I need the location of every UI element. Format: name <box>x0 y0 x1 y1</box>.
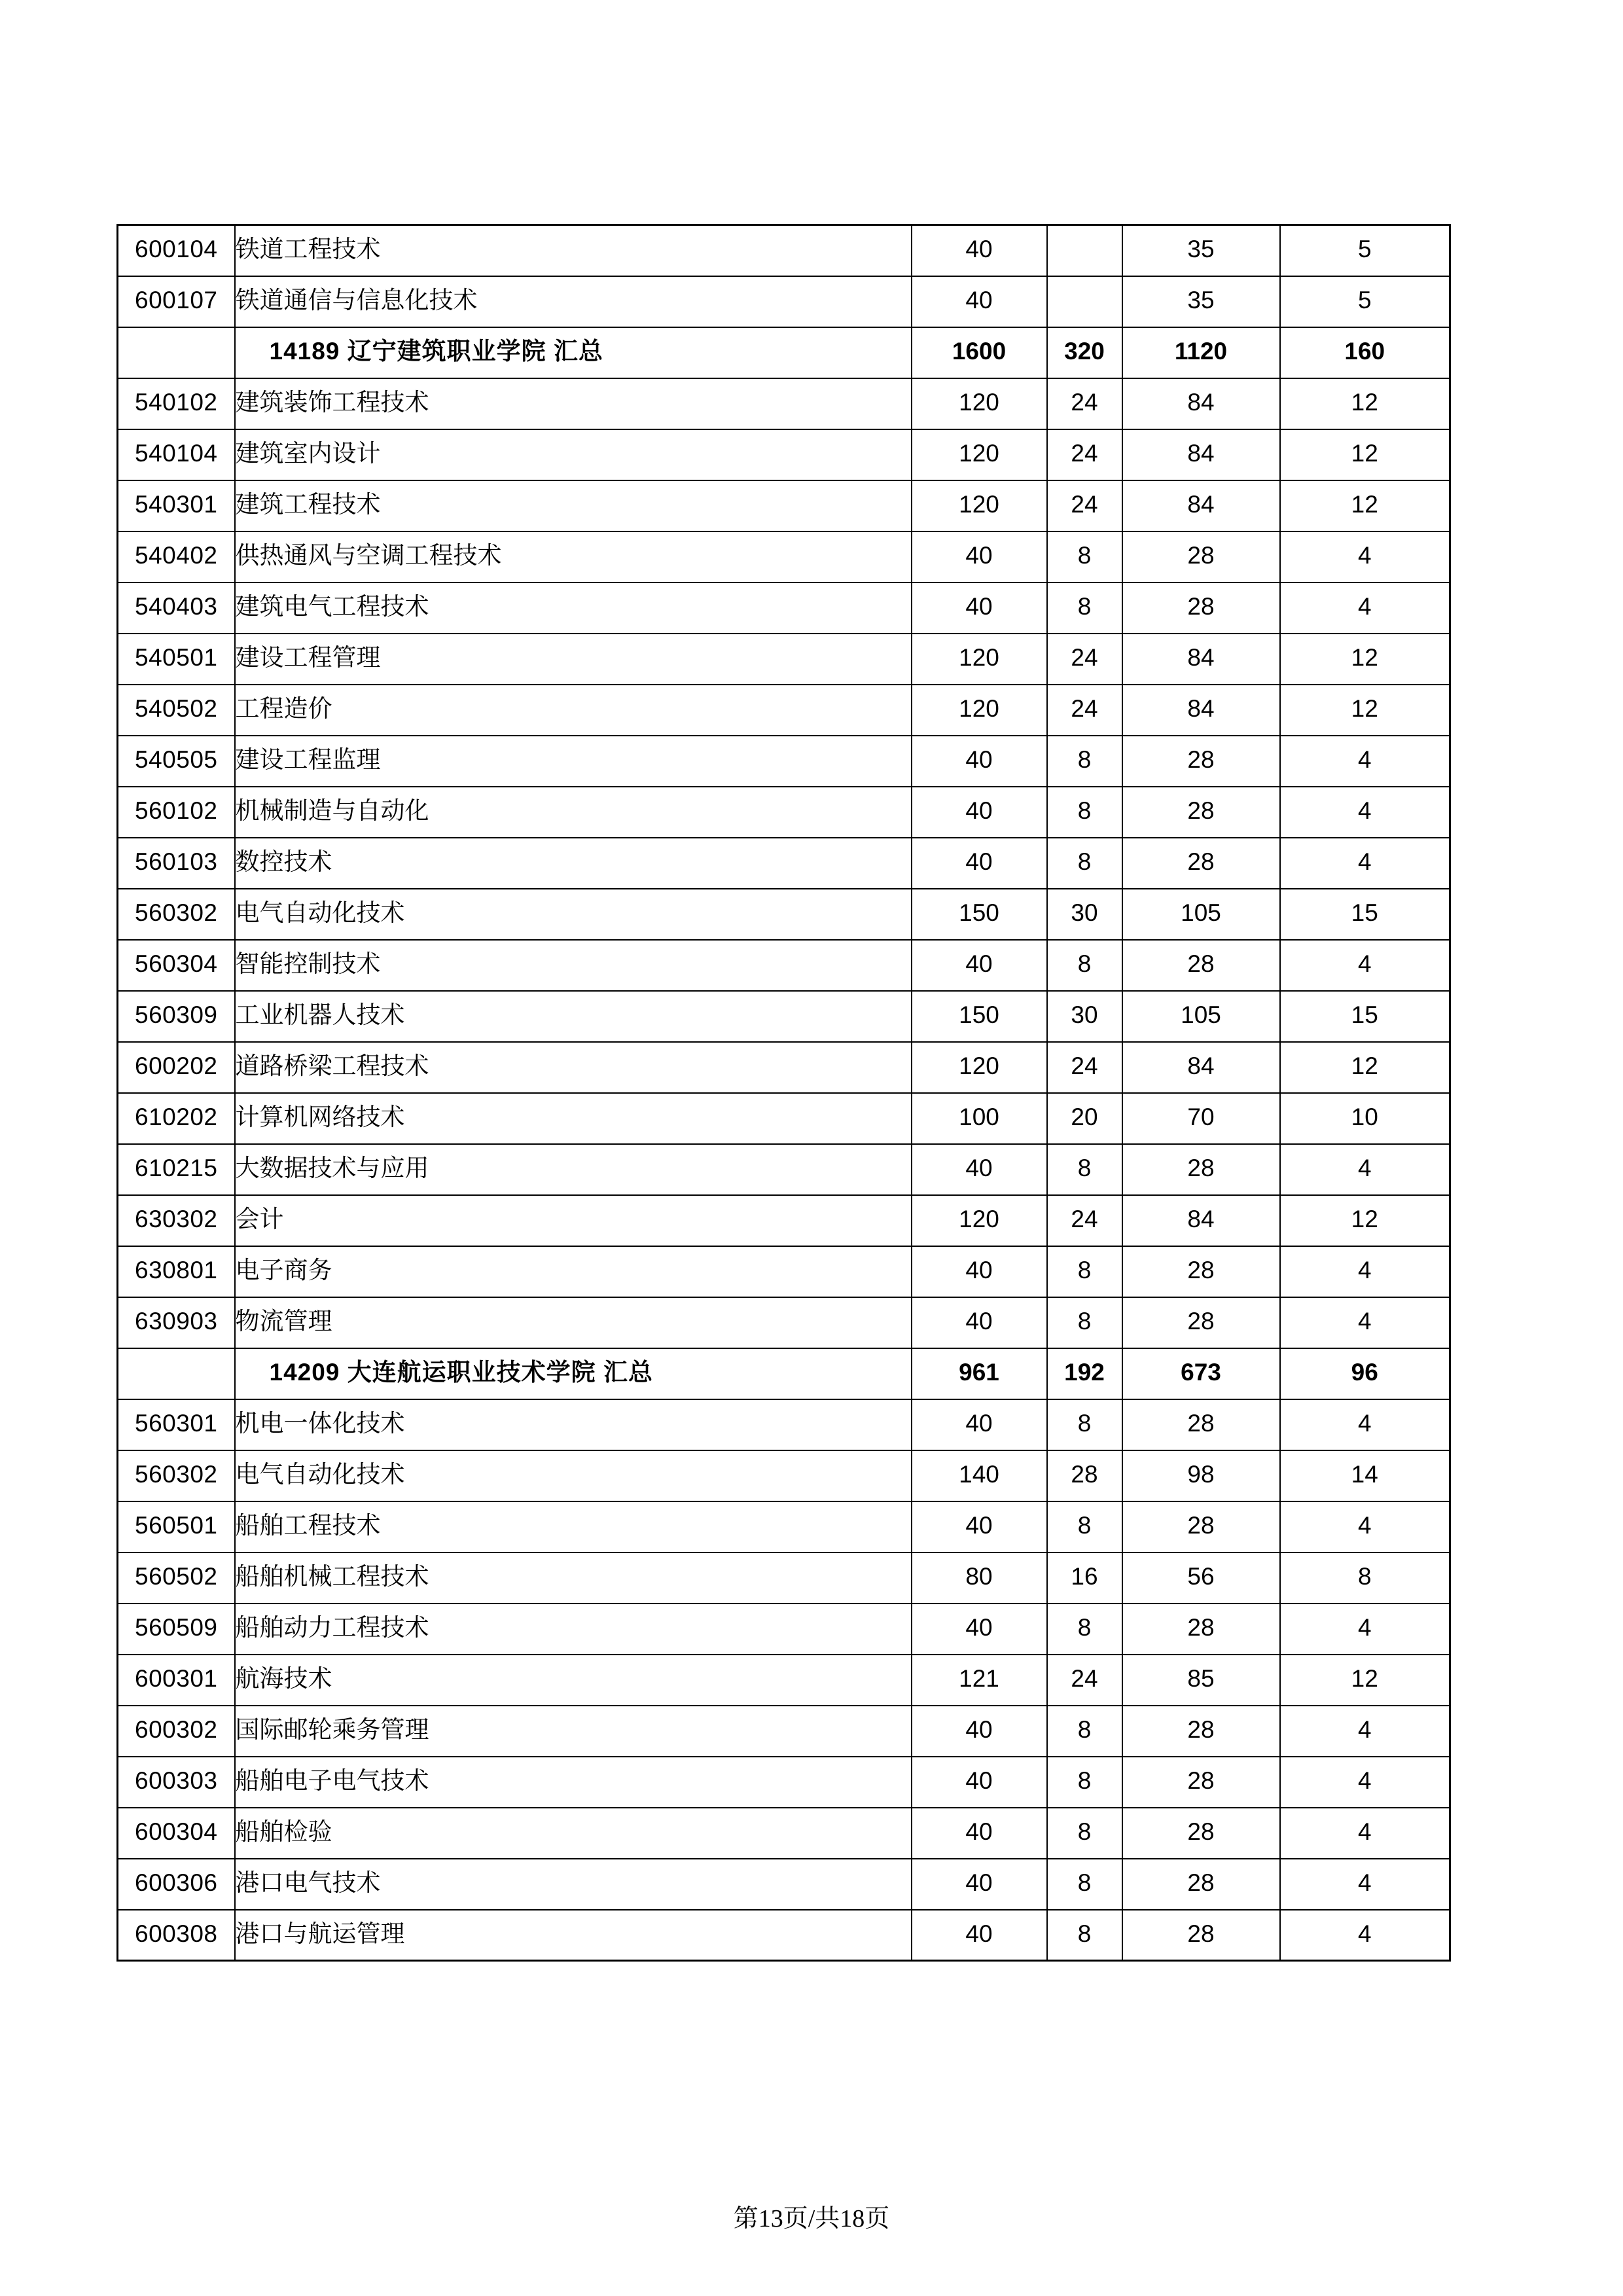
cell-school-summary: 14189 辽宁建筑职业学院 汇总 <box>235 327 912 378</box>
cell-unified: 56 <box>1122 1552 1280 1604</box>
cell-plan-total: 80 <box>912 1552 1047 1604</box>
cell-exempt: 8 <box>1047 1144 1122 1195</box>
cell-major-name: 机械制造与自动化 <box>235 787 912 838</box>
cell-exempt <box>1047 225 1122 276</box>
cell-plan-total: 40 <box>912 838 1047 889</box>
cell-plan-total: 120 <box>912 480 1047 531</box>
cell-single: 4 <box>1280 1604 1450 1655</box>
cell-exempt: 24 <box>1047 685 1122 736</box>
cell-exempt: 20 <box>1047 1093 1122 1144</box>
cell-plan-total: 120 <box>912 378 1047 429</box>
cell-single: 14 <box>1280 1450 1450 1501</box>
cell-major-code: 560501 <box>118 1501 235 1552</box>
cell-major-code: 600303 <box>118 1757 235 1808</box>
table-row <box>118 940 1450 991</box>
table-row <box>118 1808 1450 1859</box>
cell-major-code: 630302 <box>118 1195 235 1246</box>
cell-unified: 28 <box>1122 1859 1280 1910</box>
enrollment-plan-table-container <box>116 224 1449 1962</box>
cell-single: 4 <box>1280 1706 1450 1757</box>
cell-major-name: 物流管理 <box>235 1297 912 1348</box>
cell-plan-total: 40 <box>912 225 1047 276</box>
cell-exempt: 30 <box>1047 889 1122 940</box>
cell-exempt: 8 <box>1047 1246 1122 1297</box>
cell-major-name: 建设工程管理 <box>235 634 912 685</box>
cell-unified: 28 <box>1122 1757 1280 1808</box>
cell-school-summary: 14209 大连航运职业技术学院 汇总 <box>235 1348 912 1399</box>
cell-major-code: 540301 <box>118 480 235 531</box>
cell-single: 12 <box>1280 685 1450 736</box>
cell-major-name: 船舶电子电气技术 <box>235 1757 912 1808</box>
cell-unified: 35 <box>1122 276 1280 327</box>
table-row <box>118 1042 1450 1093</box>
cell-exempt: 8 <box>1047 838 1122 889</box>
table-row <box>118 1604 1450 1655</box>
cell-major-code: 540403 <box>118 583 235 634</box>
cell-major-code: 560509 <box>118 1604 235 1655</box>
cell-major-name: 建设工程监理 <box>235 736 912 787</box>
cell-major-code: 560309 <box>118 991 235 1042</box>
cell-exempt: 24 <box>1047 1655 1122 1706</box>
cell-exempt: 30 <box>1047 991 1122 1042</box>
table-row <box>118 1757 1450 1808</box>
cell-exempt: 8 <box>1047 1910 1122 1961</box>
table-row <box>118 1501 1450 1552</box>
cell-unified: 84 <box>1122 634 1280 685</box>
table-row <box>118 1297 1450 1348</box>
table-row <box>118 531 1450 583</box>
cell-unified: 105 <box>1122 889 1280 940</box>
table-row <box>118 1399 1450 1450</box>
cell-exempt: 24 <box>1047 1042 1122 1093</box>
cell-single: 12 <box>1280 1042 1450 1093</box>
cell-major-code: 600202 <box>118 1042 235 1093</box>
cell-major-code: 540102 <box>118 378 235 429</box>
cell-exempt <box>1047 276 1122 327</box>
cell-exempt: 28 <box>1047 1450 1122 1501</box>
cell-major-code: 610215 <box>118 1144 235 1195</box>
cell-major-code <box>118 327 235 378</box>
cell-exempt: 8 <box>1047 1706 1122 1757</box>
cell-major-name: 港口与航运管理 <box>235 1910 912 1961</box>
cell-single: 15 <box>1280 889 1450 940</box>
cell-single: 12 <box>1280 480 1450 531</box>
cell-major-name: 船舶机械工程技术 <box>235 1552 912 1604</box>
cell-single: 12 <box>1280 1655 1450 1706</box>
cell-single: 12 <box>1280 1195 1450 1246</box>
cell-major-code: 560302 <box>118 889 235 940</box>
cell-unified: 84 <box>1122 378 1280 429</box>
cell-exempt: 192 <box>1047 1348 1122 1399</box>
cell-major-name: 电气自动化技术 <box>235 1450 912 1501</box>
cell-major-code: 560304 <box>118 940 235 991</box>
cell-plan-total: 40 <box>912 531 1047 583</box>
cell-single: 12 <box>1280 429 1450 480</box>
cell-single: 8 <box>1280 1552 1450 1604</box>
cell-single: 4 <box>1280 1859 1450 1910</box>
page-footer: 第13页/共18页 <box>733 2205 890 2233</box>
cell-single: 4 <box>1280 838 1450 889</box>
cell-major-code: 600104 <box>118 225 235 276</box>
cell-single: 4 <box>1280 736 1450 787</box>
cell-unified: 28 <box>1122 1910 1280 1961</box>
table-row <box>118 429 1450 480</box>
table-row <box>118 1450 1450 1501</box>
table-row <box>118 1859 1450 1910</box>
cell-plan-total: 40 <box>912 1501 1047 1552</box>
cell-plan-total: 40 <box>912 1757 1047 1808</box>
cell-major-name: 建筑装饰工程技术 <box>235 378 912 429</box>
cell-unified: 28 <box>1122 1399 1280 1450</box>
cell-major-name: 道路桥梁工程技术 <box>235 1042 912 1093</box>
cell-unified: 70 <box>1122 1093 1280 1144</box>
table-row <box>118 889 1450 940</box>
cell-exempt: 24 <box>1047 378 1122 429</box>
cell-single: 10 <box>1280 1093 1450 1144</box>
cell-unified: 28 <box>1122 1604 1280 1655</box>
cell-exempt: 8 <box>1047 736 1122 787</box>
cell-single: 4 <box>1280 583 1450 634</box>
cell-exempt: 8 <box>1047 583 1122 634</box>
cell-unified: 28 <box>1122 1808 1280 1859</box>
cell-unified: 98 <box>1122 1450 1280 1501</box>
cell-plan-total: 40 <box>912 1706 1047 1757</box>
cell-major-name: 工业机器人技术 <box>235 991 912 1042</box>
table-row <box>118 736 1450 787</box>
cell-exempt: 8 <box>1047 1757 1122 1808</box>
table-row <box>118 1552 1450 1604</box>
cell-major-code: 540502 <box>118 685 235 736</box>
cell-major-code: 560301 <box>118 1399 235 1450</box>
cell-major-name: 航海技术 <box>235 1655 912 1706</box>
cell-major-code: 540505 <box>118 736 235 787</box>
cell-major-name: 建筑室内设计 <box>235 429 912 480</box>
cell-major-code: 540501 <box>118 634 235 685</box>
cell-major-name: 会计 <box>235 1195 912 1246</box>
table-row <box>118 1093 1450 1144</box>
cell-unified: 28 <box>1122 736 1280 787</box>
cell-exempt: 8 <box>1047 1501 1122 1552</box>
cell-single: 4 <box>1280 1910 1450 1961</box>
cell-unified: 28 <box>1122 531 1280 583</box>
cell-major-code: 600304 <box>118 1808 235 1859</box>
cell-plan-total: 40 <box>912 1808 1047 1859</box>
cell-single: 4 <box>1280 1297 1450 1348</box>
table-row <box>118 1706 1450 1757</box>
cell-exempt: 8 <box>1047 531 1122 583</box>
cell-major-name: 建筑工程技术 <box>235 480 912 531</box>
cell-plan-total: 40 <box>912 276 1047 327</box>
cell-major-name: 大数据技术与应用 <box>235 1144 912 1195</box>
table-row <box>118 1655 1450 1706</box>
cell-plan-total: 40 <box>912 736 1047 787</box>
cell-major-code: 630801 <box>118 1246 235 1297</box>
cell-major-code: 560103 <box>118 838 235 889</box>
cell-major-code <box>118 1348 235 1399</box>
cell-exempt: 24 <box>1047 634 1122 685</box>
cell-single: 4 <box>1280 1808 1450 1859</box>
cell-major-name: 电气自动化技术 <box>235 889 912 940</box>
cell-major-code: 610202 <box>118 1093 235 1144</box>
cell-major-name: 铁道通信与信息化技术 <box>235 276 912 327</box>
table-row <box>118 378 1450 429</box>
cell-exempt: 8 <box>1047 1297 1122 1348</box>
cell-plan-total: 40 <box>912 1399 1047 1450</box>
cell-major-code: 630903 <box>118 1297 235 1348</box>
table-row <box>118 1910 1450 1961</box>
cell-major-code: 600302 <box>118 1706 235 1757</box>
cell-major-name: 电子商务 <box>235 1246 912 1297</box>
table-row <box>118 327 1450 378</box>
table-row <box>118 583 1450 634</box>
cell-plan-total: 40 <box>912 583 1047 634</box>
cell-plan-total: 40 <box>912 1859 1047 1910</box>
cell-exempt: 8 <box>1047 1859 1122 1910</box>
cell-major-name: 机电一体化技术 <box>235 1399 912 1450</box>
cell-major-code: 560102 <box>118 787 235 838</box>
cell-major-name: 国际邮轮乘务管理 <box>235 1706 912 1757</box>
cell-plan-total: 121 <box>912 1655 1047 1706</box>
cell-major-code: 560502 <box>118 1552 235 1604</box>
table-row <box>118 1246 1450 1297</box>
cell-single: 4 <box>1280 1501 1450 1552</box>
cell-unified: 84 <box>1122 1195 1280 1246</box>
cell-plan-total: 40 <box>912 1144 1047 1195</box>
cell-unified: 28 <box>1122 787 1280 838</box>
cell-single: 12 <box>1280 378 1450 429</box>
table-row <box>118 1348 1450 1399</box>
cell-plan-total: 150 <box>912 991 1047 1042</box>
cell-plan-total: 961 <box>912 1348 1047 1399</box>
cell-unified: 673 <box>1122 1348 1280 1399</box>
cell-major-name: 智能控制技术 <box>235 940 912 991</box>
cell-major-code: 600301 <box>118 1655 235 1706</box>
table-row <box>118 1195 1450 1246</box>
cell-major-code: 540402 <box>118 531 235 583</box>
cell-plan-total: 150 <box>912 889 1047 940</box>
cell-unified: 28 <box>1122 838 1280 889</box>
cell-plan-total: 120 <box>912 1042 1047 1093</box>
cell-unified: 84 <box>1122 685 1280 736</box>
cell-major-name: 船舶工程技术 <box>235 1501 912 1552</box>
cell-single: 160 <box>1280 327 1450 378</box>
cell-unified: 28 <box>1122 1297 1280 1348</box>
table-body <box>118 225 1450 1961</box>
cell-major-name: 数控技术 <box>235 838 912 889</box>
cell-plan-total: 40 <box>912 1297 1047 1348</box>
cell-exempt: 24 <box>1047 1195 1122 1246</box>
table-row <box>118 838 1450 889</box>
cell-major-name: 建筑电气工程技术 <box>235 583 912 634</box>
cell-unified: 28 <box>1122 940 1280 991</box>
cell-single: 4 <box>1280 531 1450 583</box>
cell-unified: 35 <box>1122 225 1280 276</box>
cell-major-name: 港口电气技术 <box>235 1859 912 1910</box>
cell-unified: 28 <box>1122 1501 1280 1552</box>
table-row <box>118 1144 1450 1195</box>
cell-exempt: 8 <box>1047 1399 1122 1450</box>
cell-plan-total: 40 <box>912 787 1047 838</box>
enrollment-plan-table <box>116 224 1451 1962</box>
table-row <box>118 480 1450 531</box>
cell-plan-total: 140 <box>912 1450 1047 1501</box>
cell-exempt: 8 <box>1047 1604 1122 1655</box>
cell-unified: 1120 <box>1122 327 1280 378</box>
cell-major-name: 船舶检验 <box>235 1808 912 1859</box>
cell-plan-total: 100 <box>912 1093 1047 1144</box>
cell-unified: 105 <box>1122 991 1280 1042</box>
cell-plan-total: 40 <box>912 1910 1047 1961</box>
cell-major-name: 工程造价 <box>235 685 912 736</box>
cell-unified: 28 <box>1122 583 1280 634</box>
cell-plan-total: 40 <box>912 1604 1047 1655</box>
cell-single: 4 <box>1280 1246 1450 1297</box>
table-row <box>118 787 1450 838</box>
table-row <box>118 276 1450 327</box>
cell-single: 96 <box>1280 1348 1450 1399</box>
cell-unified: 28 <box>1122 1246 1280 1297</box>
cell-major-name: 供热通风与空调工程技术 <box>235 531 912 583</box>
cell-plan-total: 1600 <box>912 327 1047 378</box>
table-row <box>118 991 1450 1042</box>
cell-major-code: 600308 <box>118 1910 235 1961</box>
cell-plan-total: 120 <box>912 429 1047 480</box>
cell-major-code: 560302 <box>118 1450 235 1501</box>
cell-single: 5 <box>1280 225 1450 276</box>
cell-exempt: 8 <box>1047 787 1122 838</box>
cell-major-code: 540104 <box>118 429 235 480</box>
cell-major-name: 计算机网络技术 <box>235 1093 912 1144</box>
cell-major-name: 铁道工程技术 <box>235 225 912 276</box>
cell-exempt: 320 <box>1047 327 1122 378</box>
cell-exempt: 8 <box>1047 940 1122 991</box>
table-row <box>118 225 1450 276</box>
cell-unified: 84 <box>1122 480 1280 531</box>
cell-single: 4 <box>1280 1144 1450 1195</box>
cell-plan-total: 40 <box>912 1246 1047 1297</box>
table-row <box>118 685 1450 736</box>
cell-unified: 28 <box>1122 1144 1280 1195</box>
cell-major-name: 船舶动力工程技术 <box>235 1604 912 1655</box>
cell-single: 4 <box>1280 1757 1450 1808</box>
cell-single: 4 <box>1280 1399 1450 1450</box>
cell-single: 5 <box>1280 276 1450 327</box>
cell-exempt: 16 <box>1047 1552 1122 1604</box>
cell-unified: 84 <box>1122 429 1280 480</box>
cell-unified: 85 <box>1122 1655 1280 1706</box>
cell-plan-total: 40 <box>912 940 1047 991</box>
cell-single: 15 <box>1280 991 1450 1042</box>
table-row <box>118 634 1450 685</box>
cell-major-code: 600107 <box>118 276 235 327</box>
cell-plan-total: 120 <box>912 685 1047 736</box>
cell-single: 4 <box>1280 940 1450 991</box>
cell-exempt: 24 <box>1047 429 1122 480</box>
cell-single: 4 <box>1280 787 1450 838</box>
cell-exempt: 8 <box>1047 1808 1122 1859</box>
cell-unified: 84 <box>1122 1042 1280 1093</box>
cell-major-code: 600306 <box>118 1859 235 1910</box>
cell-unified: 28 <box>1122 1706 1280 1757</box>
cell-exempt: 24 <box>1047 480 1122 531</box>
cell-plan-total: 120 <box>912 634 1047 685</box>
cell-single: 12 <box>1280 634 1450 685</box>
cell-plan-total: 120 <box>912 1195 1047 1246</box>
